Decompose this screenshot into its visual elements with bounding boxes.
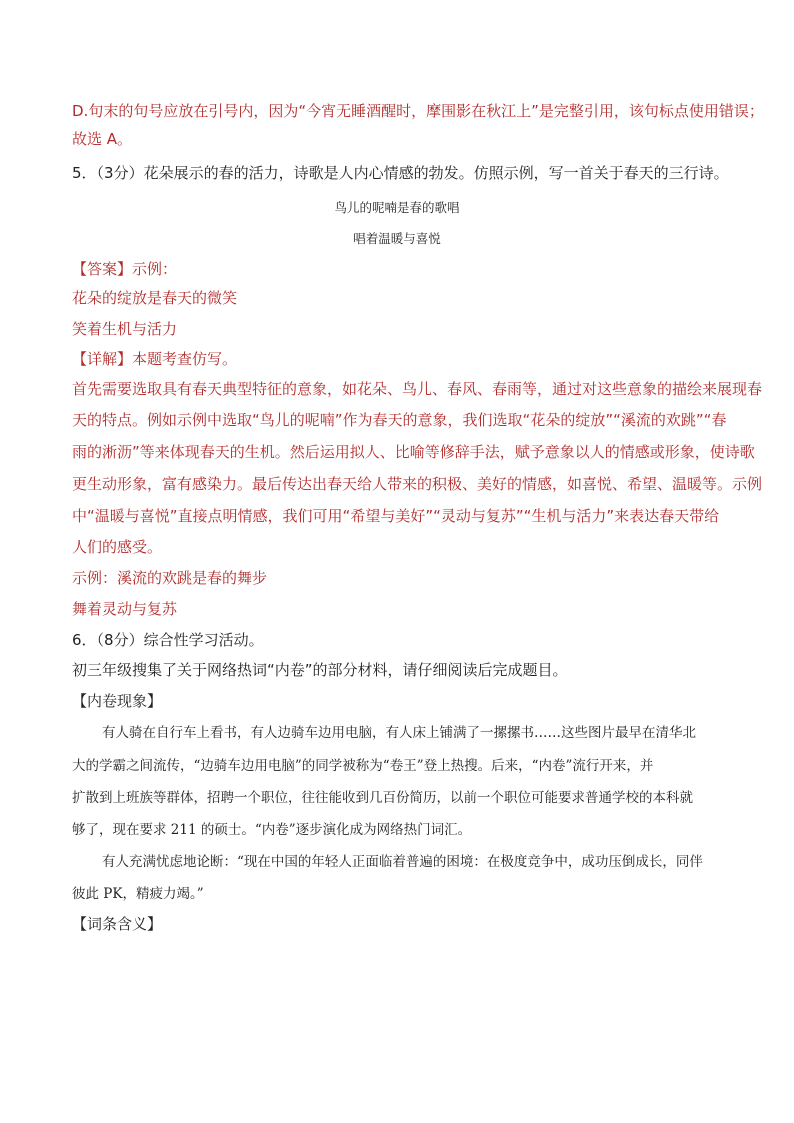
answer-label: 【答案】示例： (72, 260, 178, 278)
question-6-intro: 初三年级搜集了关于网络热词“内卷”的部分材料，请仔细阅读后完成题目。 (72, 661, 568, 679)
detail-label: 【详解】本题考查仿写。 (72, 350, 238, 368)
material-para1-line: 大的学霸之间流传，“边骑车边用电脑”的同学被称为“卷王”登上热搜。后来，“内卷”流行开来，并 (72, 758, 654, 774)
material-para1-line: 扩散到上班族等群体，招聘一个职位，往往能收到几百份简历，以前一个职位可能要求普通学校的本科就 (72, 790, 693, 806)
detail-line: 人们的感受。 (72, 538, 163, 556)
detail-line: 雨的淅沥”等来体现春天的生机。然后运用拟人、比喻等修辞手法，赋予意象以人的情感或形象，使诗歌 (72, 443, 755, 461)
section-label-term-meaning: 【词条含义】 (72, 915, 163, 933)
example-poem-line2: 唱着温暖与喜悦 (353, 231, 441, 246)
detail-line: 中“温暖与喜悦”直接点明情感，我们可用“希望与美好”“灵动与复苏”“生机与活力”来表达春天带给 (72, 507, 720, 525)
question-6-title: 6．（8分）综合性学习活动。 (72, 631, 264, 649)
material-para1-line: 够了，现在要求 211 的硕士。“内卷”逐步演化成为网络热门词汇。 (72, 822, 472, 838)
section-label-neijuan-phenomenon: 【内卷现象】 (72, 692, 163, 710)
detail-line: 天的特点。例如示例中选取“鸟儿的呢喃”作为春天的意象，我们选取“花朵的绽放”“溪流的欢跳”“春 (72, 411, 727, 429)
material-para1-line: 有人骑在自行车上看书，有人边骑车边用电脑，有人床上铺满了一摞摞书……这些图片最早在清华北 (102, 725, 696, 741)
answer-line2: 笑着生机与活力 (72, 320, 178, 338)
example-poem-line1: 鸟儿的呢喃是春的歌唱 (334, 200, 460, 215)
example2-line1: 示例：溪流的欢跳是春的舞步 (72, 569, 268, 587)
option-d-line1: D.句末的句号应放在引号内，因为“今宵无睡酒醒时，摩围影在秋江上”是完整引用，该句标点使用错误； (72, 102, 764, 120)
example2-line2: 舞着灵动与复苏 (72, 600, 178, 618)
detail-line: 首先需要选取具有春天典型特征的意象，如花朵、鸟儿、春风、春雨等，通过对这些意象的描绘来展现春 (72, 380, 763, 398)
material-para2-line: 有人充满忧虑地论断：“现在中国的年轻人正面临着普遍的困境：在极度竞争中，成功压倒成长，同伴 (102, 854, 703, 870)
question-5-title: 5．（3分）花朵展示的春的活力，诗歌是人内心情感的勃发。仿照示例，写一首关于春天的三行诗。 (72, 164, 729, 182)
answer-line1: 花朵的绽放是春天的微笑 (72, 289, 238, 307)
material-para2-line: 彼此 PK，精疲力竭。” (72, 886, 204, 902)
option-d-line2: 故选 A。 (72, 130, 133, 148)
detail-line: 更生动形象，富有感染力。最后传达出春天给人带来的积极、美好的情感，如喜悦、希望、温暖等。示例 (72, 475, 763, 493)
